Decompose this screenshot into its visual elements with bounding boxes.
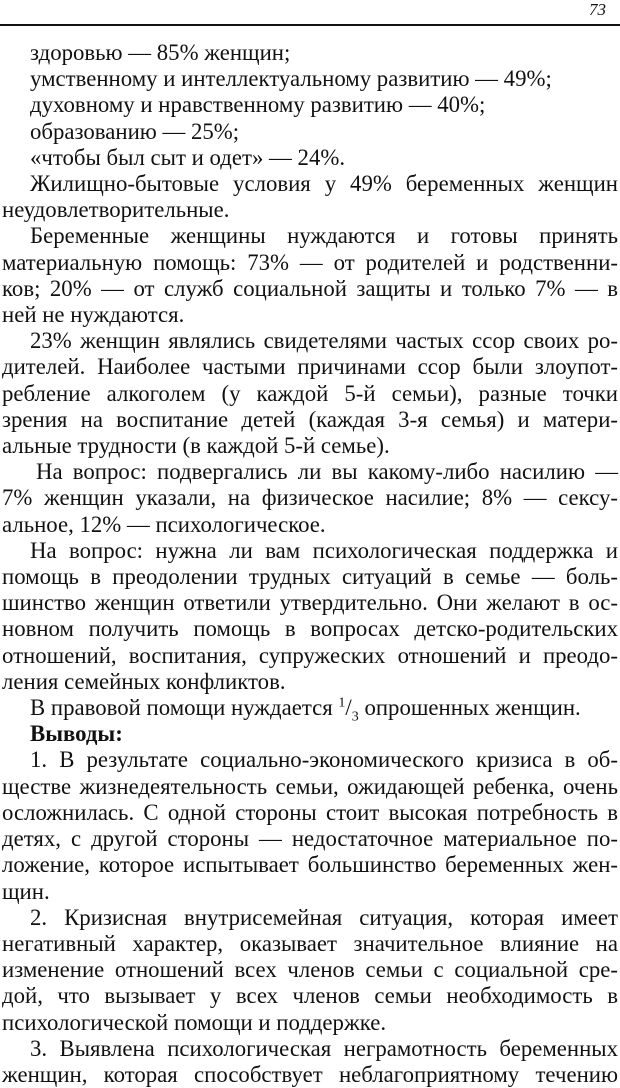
- text-line: осложнилась. С одной стороны стоит высокая потребность в: [2, 799, 618, 825]
- text-line: женщин, которая способствует неблагоприятному течению: [2, 1061, 618, 1087]
- text-line: 23% женщин являлись свидетелями частых ссор своих ро-: [30, 328, 618, 354]
- text-line: духовному и нравственному развитию — 40%;: [30, 92, 486, 118]
- text-line: изменение отношений всех членов семьи с социальной сре-: [2, 957, 618, 983]
- fraction-slash: /: [345, 695, 352, 721]
- fraction-line-after: опрошенных женщин.: [358, 695, 581, 721]
- paragraphs-block-1: [0, 40, 620, 695]
- fraction-line: [0, 695, 620, 725]
- text-line: «чтобы был сыт и одет» — 24%.: [30, 144, 346, 170]
- paragraphs-block-2: [0, 747, 620, 1088]
- body-text: [0, 40, 620, 1088]
- text-line: щин.: [2, 878, 50, 904]
- text-line: шинство женщин ответили утвердительно. Они желают в ос-: [2, 590, 618, 616]
- text-line: На вопрос: нужна ли вам психологическая поддержка и: [30, 537, 618, 563]
- text-line: 2. Кризисная внутрисемейная ситуация, которая имеет: [30, 904, 618, 930]
- text-line: детях, с другой стороны — недостаточное материальное по-: [2, 826, 618, 852]
- text-line: дителей. Наиболее частыми причинами ссор были злоупот-: [2, 354, 618, 380]
- text-line: материальную помощь: 73% — от родителей и родственни-: [2, 249, 618, 275]
- text-line: негативный характер, оказывает значительное влияние на: [2, 930, 618, 956]
- text-line: Беременные женщины нуждаются и готовы принять: [30, 223, 618, 249]
- header-rule: [0, 24, 620, 26]
- text-line: неудовлетворительные.: [2, 197, 230, 223]
- text-line: альные трудности (в каждой 5-й семье).: [2, 433, 390, 459]
- text-line: помощь в преодолении трудных ситуаций в семье — боль-: [2, 564, 618, 590]
- conclusions-heading: Выводы:: [30, 721, 123, 747]
- text-line: Жилищно-бытовые условия у 49% беременных женщин: [30, 171, 618, 197]
- page-number: 73: [589, 0, 606, 19]
- text-line: отношений, воспитания, супружеских отношений и преодо-: [2, 642, 618, 668]
- text-line: дой, что вызывает у всех членов семьи необходимость в: [2, 983, 618, 1009]
- text-line: здоровью — 85% женщин;: [30, 40, 291, 65]
- fraction-numerator: 1: [338, 695, 346, 711]
- text-line: На вопрос: подвергались ли вы какому-либо насилию —: [36, 459, 618, 485]
- text-line: ложение, которое испытывает большинство беременных жен-: [2, 852, 618, 878]
- text-line: ней не нуждаются.: [2, 302, 185, 328]
- fraction-line-before: В правовой помощи нуждается: [30, 695, 339, 721]
- text-line: 1. В результате социально-экономического кризиса в об-: [30, 747, 618, 773]
- text-line: альное, 12% — психологическое.: [2, 511, 326, 537]
- text-line: образованию — 25%;: [30, 118, 240, 144]
- text-line: новном получить помощь в вопросах детско-родительских: [2, 616, 618, 642]
- text-line: ков; 20% — от служб социальной защиты и только 7% — в: [2, 275, 618, 301]
- text-line: 3. Выявлена психологическая неграмотность беременных: [30, 1035, 618, 1061]
- text-line: ления семейных конфликтов.: [2, 668, 286, 694]
- text-line: психологической помощи и поддержке.: [2, 1009, 387, 1035]
- text-line: ществе жизнедеятельность семьи, ожидающей ребенка, очень: [2, 773, 618, 799]
- text-line: ребление алкоголем (у каждой 5-й семьи), разные точки: [2, 380, 618, 406]
- fraction-denominator: 3: [351, 709, 359, 725]
- text-line: 7% женщин указали, на физическое насилие; 8% — сексу-: [2, 485, 618, 511]
- text-line: зрения на воспитание детей (каждая 3-я семья) и матери-: [2, 406, 618, 432]
- text-line: умственному и интеллектуальному развитию — 49%;: [30, 66, 552, 92]
